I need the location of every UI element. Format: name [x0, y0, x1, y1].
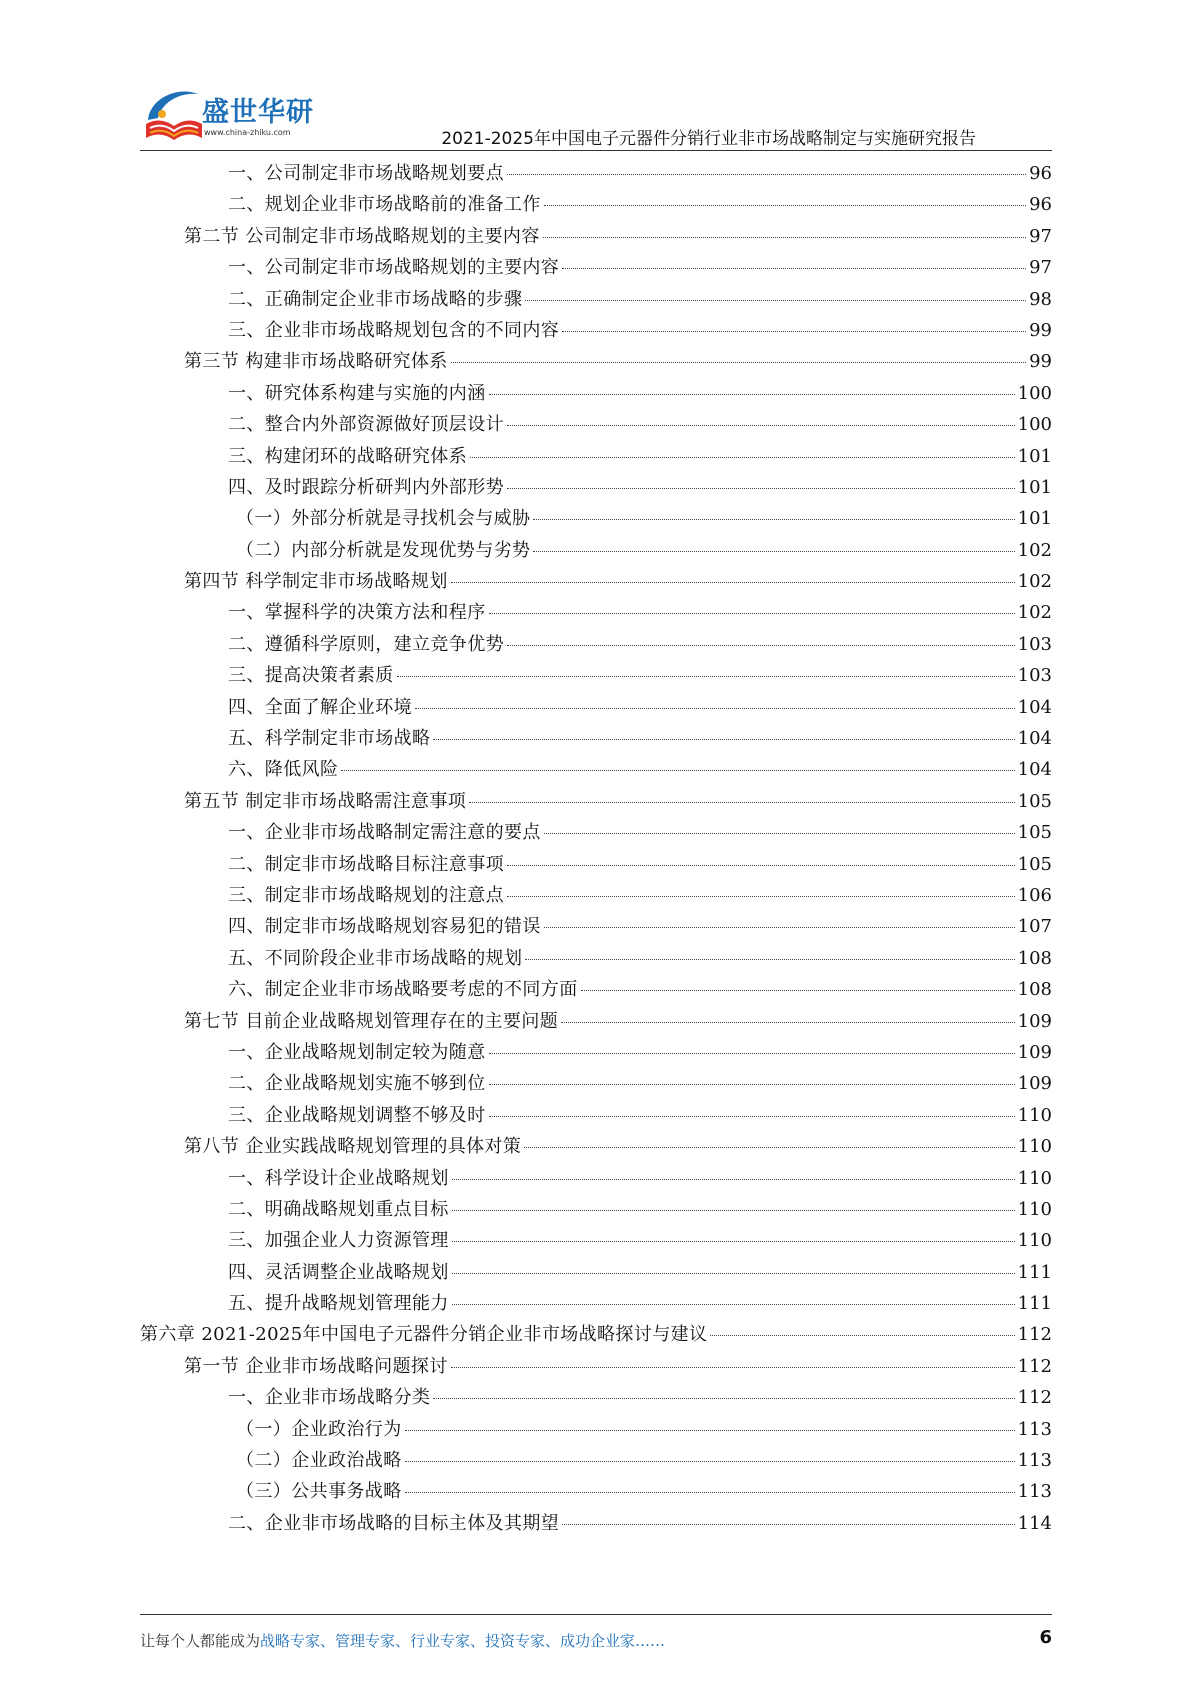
toc-entry-page: 99: [1029, 319, 1052, 341]
toc-entry-page: 101: [1017, 445, 1052, 467]
toc-entry[interactable]: [140, 1163, 1052, 1194]
toc-entry[interactable]: [140, 252, 1052, 283]
toc-dot-leader: [415, 707, 1015, 709]
toc-entry-page: 112: [1017, 1355, 1052, 1377]
toc-entry-title: 二、规划企业非市场战略前的准备工作: [228, 194, 541, 216]
toc-dot-leader: [452, 1209, 1015, 1211]
toc-entry-page: 100: [1017, 414, 1052, 436]
toc-entry-title: 第二节 公司制定非市场战略规划的主要内容: [184, 225, 540, 247]
toc-dot-leader: [533, 518, 1014, 520]
toc-entry[interactable]: [140, 1225, 1052, 1256]
toc-entry-title: 四、制定非市场战略规划容易犯的错误: [228, 916, 541, 938]
toc-entry-page: 113: [1017, 1450, 1052, 1472]
toc-dot-leader: [507, 424, 1015, 426]
toc-entry[interactable]: [140, 1476, 1052, 1507]
toc-entry-page: 109: [1017, 1073, 1052, 1095]
toc-entry-title: 一、科学设计企业战略规划: [228, 1167, 449, 1189]
toc-entry-title: 二、企业非市场战略的目标主体及其期望: [228, 1512, 560, 1534]
toc-entry[interactable]: [140, 911, 1052, 942]
logo-name: 盛世华研: [202, 97, 314, 128]
toc-entry[interactable]: [140, 346, 1052, 377]
toc-entry[interactable]: [140, 754, 1052, 785]
toc-entry-title: 三、企业非市场战略规划包含的不同内容: [228, 319, 560, 341]
toc-entry[interactable]: [140, 566, 1052, 597]
toc-entry-title: 二、整合内外部资源做好顶层设计: [228, 414, 504, 436]
toc-entry-page: 110: [1017, 1104, 1052, 1126]
toc-dot-leader: [451, 1366, 1015, 1368]
toc-entry-title: 第七节 目前企业战略规划管理存在的主要问题: [184, 1010, 559, 1032]
toc-entry[interactable]: [140, 943, 1052, 974]
toc-dot-leader: [525, 299, 1026, 301]
toc-entry-title: （一）外部分析就是寻找机会与威胁: [236, 508, 531, 530]
toc-entry-title: 一、公司制定非市场战略规划的主要内容: [228, 257, 560, 279]
toc-entry-page: 111: [1017, 1261, 1052, 1283]
toc-entry[interactable]: [140, 472, 1052, 503]
toc-dot-leader: [544, 204, 1026, 206]
toc-entry-page: 100: [1017, 382, 1052, 404]
toc-entry-page: 112: [1017, 1324, 1052, 1346]
toc-dot-leader: [452, 1303, 1015, 1305]
toc-entry-page: 110: [1017, 1198, 1052, 1220]
toc-entry[interactable]: [140, 849, 1052, 880]
toc-entry-page: 103: [1017, 665, 1052, 687]
toc-entry[interactable]: [140, 1351, 1052, 1382]
toc-entry[interactable]: [140, 1131, 1052, 1162]
toc-entry-title: 第六章 2021-2025年中国电子元器件分销企业非市场战略探讨与建议: [140, 1324, 708, 1346]
toc-entry-page: 107: [1017, 916, 1052, 938]
toc-dot-leader: [469, 801, 1015, 803]
toc-entry[interactable]: [140, 1508, 1052, 1539]
toc-entry-title: 二、正确制定企业非市场战略的步骤: [228, 288, 523, 310]
toc-entry[interactable]: [140, 315, 1052, 346]
toc-dot-leader: [452, 1272, 1015, 1274]
toc-entry[interactable]: [140, 974, 1052, 1005]
book-swoosh-logo-icon: [140, 84, 208, 148]
toc-dot-leader: [525, 958, 1014, 960]
toc-dot-leader: [507, 895, 1015, 897]
toc-dot-leader: [543, 236, 1026, 238]
toc-entry[interactable]: [140, 441, 1052, 472]
toc-entry[interactable]: [140, 1414, 1052, 1445]
table-of-contents: [140, 158, 1052, 1539]
toc-dot-leader: [507, 173, 1026, 175]
toc-entry-page: 97: [1029, 225, 1052, 247]
toc-entry-page: 108: [1017, 979, 1052, 1001]
toc-entry[interactable]: [140, 1100, 1052, 1131]
toc-dot-leader: [544, 926, 1015, 928]
toc-entry-page: 105: [1017, 822, 1052, 844]
toc-entry[interactable]: [140, 378, 1052, 409]
toc-entry[interactable]: [140, 158, 1052, 189]
toc-entry-page: 96: [1029, 194, 1052, 216]
toc-dot-leader: [562, 267, 1026, 269]
toc-entry-title: 三、加强企业人力资源管理: [228, 1230, 449, 1252]
report-title: 2021-2025年中国电子元器件分销行业非市场战略制定与实施研究报告: [441, 129, 976, 149]
toc-dot-leader: [489, 1052, 1015, 1054]
toc-dot-leader: [397, 675, 1015, 677]
toc-entry[interactable]: [140, 880, 1052, 911]
toc-entry-page: 105: [1017, 853, 1052, 875]
toc-dot-leader: [562, 1523, 1014, 1525]
toc-entry-page: 99: [1029, 351, 1052, 373]
toc-entry-title: 五、科学制定非市场战略: [228, 728, 431, 750]
toc-dot-leader: [451, 581, 1015, 583]
toc-entry-title: （一）企业政治行为: [236, 1418, 402, 1440]
toc-entry-title: 一、研究体系构建与实施的内涵: [228, 382, 486, 404]
toc-entry-page: 98: [1029, 288, 1052, 310]
toc-entry-page: 104: [1017, 759, 1052, 781]
toc-entry-title: 二、企业战略规划实施不够到位: [228, 1073, 486, 1095]
toc-entry[interactable]: [140, 189, 1052, 220]
toc-dot-leader: [710, 1334, 1014, 1336]
page-number: 6: [1039, 1627, 1052, 1648]
toc-entry-page: 102: [1017, 539, 1052, 561]
toc-entry-page: 109: [1017, 1041, 1052, 1063]
toc-dot-leader: [433, 1397, 1014, 1399]
toc-dot-leader: [452, 1240, 1015, 1242]
toc-entry-title: 一、企业非市场战略制定需注意的要点: [228, 822, 541, 844]
slogan-highlight: 战略专家、管理专家、行业专家、投资专家、成功企业家……: [260, 1632, 666, 1650]
toc-entry-page: 113: [1017, 1481, 1052, 1503]
toc-entry-title: 第五节 制定非市场战略需注意事项: [184, 790, 467, 812]
toc-entry-title: 第四节 科学制定非市场战略规划: [184, 571, 448, 593]
toc-dot-leader: [405, 1429, 1015, 1431]
toc-entry-page: 97: [1029, 257, 1052, 279]
toc-dot-leader: [507, 487, 1015, 489]
toc-entry[interactable]: [140, 1382, 1052, 1413]
toc-dot-leader: [451, 361, 1026, 363]
toc-dot-leader: [489, 1115, 1015, 1117]
toc-dot-leader: [405, 1491, 1015, 1493]
toc-entry[interactable]: [140, 1194, 1052, 1225]
toc-entry-title: 三、提高决策者素质: [228, 665, 394, 687]
toc-entry[interactable]: [140, 1445, 1052, 1476]
toc-entry-page: 102: [1017, 571, 1052, 593]
toc-dot-leader: [433, 738, 1014, 740]
toc-entry-title: 一、公司制定非市场战略规划要点: [228, 163, 504, 184]
toc-entry[interactable]: [140, 723, 1052, 754]
toc-entry-page: 109: [1017, 1010, 1052, 1032]
toc-entry[interactable]: [140, 817, 1052, 848]
toc-entry-page: 110: [1017, 1230, 1052, 1252]
toc-entry-title: 一、企业战略规划制定较为随意: [228, 1041, 486, 1063]
toc-dot-leader: [489, 612, 1015, 614]
toc-entry[interactable]: [140, 629, 1052, 660]
toc-entry[interactable]: [140, 1288, 1052, 1319]
toc-entry-title: （三）公共事务战略: [236, 1481, 402, 1503]
toc-dot-leader: [489, 1083, 1015, 1085]
toc-dot-leader: [581, 989, 1015, 991]
toc-entry-title: 三、制定非市场战略规划的注意点: [228, 884, 504, 906]
toc-entry-title: 二、制定非市场战略目标注意事项: [228, 853, 504, 875]
toc-dot-leader: [562, 330, 1026, 332]
toc-entry-page: 105: [1017, 790, 1052, 812]
toc-entry-title: 三、构建闭环的战略研究体系: [228, 445, 468, 467]
toc-entry[interactable]: [140, 1257, 1052, 1288]
toc-entry-page: 111: [1017, 1293, 1052, 1315]
toc-entry-page: 112: [1017, 1387, 1052, 1409]
slogan-prefix: 让每个人都能成为: [140, 1632, 261, 1650]
toc-dot-leader: [470, 456, 1014, 458]
logo-url: www.china-zhiku.com: [204, 128, 291, 137]
toc-dot-leader: [561, 1021, 1015, 1023]
toc-entry-title: 六、制定企业非市场战略要考虑的不同方面: [228, 979, 578, 1001]
toc-dot-leader: [507, 864, 1015, 866]
toc-entry-title: 一、掌握科学的决策方法和程序: [228, 602, 486, 624]
toc-entry-title: 第八节 企业实践战略规划管理的具体对策: [184, 1136, 522, 1158]
toc-entry-page: 113: [1017, 1418, 1052, 1440]
toc-entry-page: 106: [1017, 884, 1052, 906]
toc-entry[interactable]: [140, 221, 1052, 252]
toc-entry[interactable]: [140, 535, 1052, 566]
toc-entry-page: 108: [1017, 947, 1052, 969]
toc-entry-title: 二、遵循科学原则，建立竞争优势: [228, 633, 504, 655]
toc-entry-page: 110: [1017, 1136, 1052, 1158]
toc-entry[interactable]: [140, 597, 1052, 628]
toc-dot-leader: [507, 644, 1015, 646]
toc-entry[interactable]: [140, 503, 1052, 534]
toc-dot-leader: [489, 393, 1015, 395]
toc-entry-page: 114: [1017, 1512, 1052, 1534]
toc-entry-title: 二、明确战略规划重点目标: [228, 1198, 449, 1220]
toc-entry-title: 五、不同阶段企业非市场战略的规划: [228, 947, 523, 969]
toc-entry[interactable]: [140, 692, 1052, 723]
toc-entry-title: 一、企业非市场战略分类: [228, 1387, 431, 1409]
toc-entry-title: 第三节 构建非市场战略研究体系: [184, 351, 448, 373]
toc-entry-page: 103: [1017, 633, 1052, 655]
toc-entry[interactable]: [140, 660, 1052, 691]
toc-entry-title: （二）内部分析就是发现优势与劣势: [236, 539, 531, 561]
page-header: [0, 0, 1191, 158]
toc-dot-leader: [533, 550, 1014, 552]
toc-entry[interactable]: [140, 1006, 1052, 1037]
footer-slogan: [140, 1630, 665, 1651]
toc-entry-page: 110: [1017, 1167, 1052, 1189]
footer-divider: [140, 1614, 1052, 1615]
toc-entry-page: 96: [1029, 163, 1052, 184]
toc-entry[interactable]: [140, 1319, 1052, 1350]
toc-entry[interactable]: [140, 409, 1052, 440]
toc-entry-page: 104: [1017, 728, 1052, 750]
toc-entry[interactable]: [140, 284, 1052, 315]
company-logo: [140, 84, 315, 148]
toc-dot-leader: [524, 1146, 1014, 1148]
toc-entry-page: 102: [1017, 602, 1052, 624]
toc-entry-title: 四、灵活调整企业战略规划: [228, 1261, 449, 1283]
toc-entry-title: 四、及时跟踪分析研判内外部形势: [228, 476, 504, 498]
toc-dot-leader: [452, 1178, 1015, 1180]
toc-entry-title: 三、企业战略规划调整不够及时: [228, 1104, 486, 1126]
toc-entry-title: 四、全面了解企业环境: [228, 696, 412, 718]
toc-entry-title: （二）企业政治战略: [236, 1450, 402, 1472]
toc-entry-page: 101: [1017, 508, 1052, 530]
toc-entry-title: 六、降低风险: [228, 759, 339, 781]
toc-entry-title: 五、提升战略规划管理能力: [228, 1293, 449, 1315]
toc-entry-page: 104: [1017, 696, 1052, 718]
toc-entry[interactable]: [140, 786, 1052, 817]
toc-entry-title: 第一节 企业非市场战略问题探讨: [184, 1355, 448, 1377]
toc-entry-page: 101: [1017, 476, 1052, 498]
toc-entry[interactable]: [140, 1037, 1052, 1068]
toc-dot-leader: [341, 769, 1014, 771]
toc-entry[interactable]: [140, 1068, 1052, 1099]
toc-dot-leader: [544, 832, 1015, 834]
header-divider: [140, 150, 1052, 151]
toc-dot-leader: [405, 1460, 1015, 1462]
